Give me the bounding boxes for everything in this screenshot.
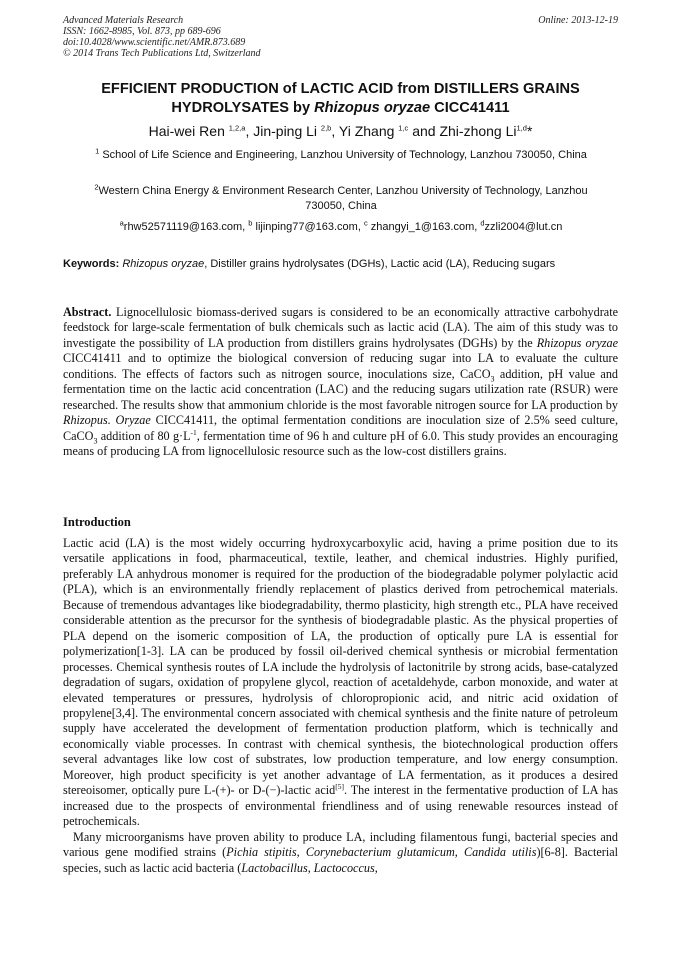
email-sep: ,	[357, 221, 364, 233]
keywords	[63, 257, 618, 271]
author-affil: 1,d	[516, 123, 527, 133]
email-marker: c	[363, 218, 368, 228]
affiliation-number: 1	[95, 146, 100, 156]
paragraph	[63, 536, 618, 830]
online-date: Online: 2013-12-19	[538, 15, 618, 26]
abstract-text: addition, pH value and fermentation time on the lactic acid concentration (LAC) and the reducing sugars utilization rate (RSUR) were researched. The results show that ammonium chloride is the most favorable nitrogen source for LA production by	[63, 366, 619, 412]
paragraph-text: ,	[307, 860, 314, 875]
affiliation-text: School of Life Science and Engineering, Lanzhou University of Technology, Lanzhou 730050, China	[99, 149, 587, 161]
email-link[interactable]: zhangyi_1@163.com	[367, 221, 475, 233]
species-name: Lactococcus	[313, 860, 375, 875]
author-affil: 2,b	[320, 123, 332, 133]
email-sep: ,	[242, 221, 249, 233]
email-marker: b	[248, 218, 253, 228]
email-link[interactable]: lijinping77@163.com	[252, 221, 358, 233]
affiliation-1	[66, 148, 616, 163]
author-sep: ,	[331, 123, 339, 139]
abstract-text: , fermentation time of 96 h and culture pH of 6.0. This study provides an encouraging means of producing LA from lignocellulosic resource such as the low-cost distillers grains.	[63, 428, 618, 459]
title-text: HYDROLYSATES by	[171, 100, 315, 116]
superscript: -1	[190, 427, 197, 437]
title-species: Rhizopus oryzae	[314, 100, 431, 116]
issn-line: ISSN: 1662-8985, Vol. 873, pp 689-696	[63, 26, 221, 37]
email-link[interactable]: zzli2004@lut.cn	[484, 221, 563, 233]
title-line-1: EFFICIENT PRODUCTION of LACTIC ACID from DISTILLERS GRAINS	[101, 81, 580, 97]
author: Hai-wei Ren	[148, 123, 229, 139]
abstract-species: Rhizopus oryzae	[536, 335, 619, 350]
doi-line: doi:10.4028/www.scientific.net/AMR.873.689	[63, 37, 246, 48]
author: Yi Zhang	[338, 123, 399, 139]
paper-title	[63, 80, 618, 118]
abstract-text: CICC41411, the optimal fermentation conditions are inoculation size of 2.5% seed culture, CaCO	[63, 413, 618, 443]
author-list	[63, 122, 618, 140]
paragraph-text: Lactic acid (LA) is the most widely occurring hydroxycarboxylic acid, having a prime position due to its versatile applications in food, pharmaceutical, textile, leather, and chemical industries. Highly purified, preferably LA anhydrous monomer is required for the production of the biodegradable polymer polylactic acid (PLA), which is an environmentally friendly replacement of plastics derived from petrochemical materials. Because of tremendous advantages like biodegradability, thermo plasticity, high strength etc., PLA have received considerable attention as the precursor for the synthesis of biodegradable plastic. As the physical properties of PLA depend on the isomeric composition of LA, the production of optically pure LA is essential for polymerization[1-3]. LA can be produced by fossil oil-derived chemical synthesis or microbial fermentation processes. Chemical synthesis routes of LA include the hydrolysis of lactonitrile by strong acids, base-catalyzed degradation of sugars, oxidation of propylene glycol, reaction of acetaldehyde, carbon monoxide, and water at elevated temperatures or pressures, hydrolysis of chloropropionic acid, and nitric acid oxidation of propylene[3,4]. The environmental concern associated with chemical synthesis and the finite nature of petroleum supply have accelerated the development of fermentation production platform, which is technically and economically viable processes. In contrast with chemical synthesis, the biotechnological production offers several advantages like low cost of substrates, low production temperature, and low energy consumption. Moreover, high product specificity is yet another advantage of LA fermentation, as it produces a desired stereoisomer, optically pure L-(+)- or D-(−)-lactic acid	[63, 536, 618, 798]
title-line-2	[63, 99, 618, 118]
affiliation-number: 2	[94, 182, 99, 192]
keywords-text: , Distiller grains hydrolysates (DGHs), Lactic acid (LA), Reducing sugars	[204, 258, 556, 270]
section-heading-introduction: Introduction	[63, 515, 131, 529]
affiliation-2	[66, 184, 616, 214]
introduction-body	[63, 536, 618, 876]
journal-header	[63, 15, 618, 59]
author-sep: and	[408, 123, 440, 139]
abstract-text: Lignocellulosic biomass-derived sugars is considered to be an economically attractive carbohydrate feedstock for large-scale fermentation of bulk chemicals such as lactic acid (LA). The aim of this study was to investigate the possibility of LA production from distillers grains hydrolysates (DGHs) by the	[63, 305, 618, 350]
abstract-text: CICC41411 and to optimize the biological conversion of reducing sugar into LA to evaluate the culture conditions. The effects of factors such as nitrogen source, inoculations size, CaCO	[63, 351, 618, 381]
author-sep: *	[526, 123, 533, 139]
author-affil: 1,2,a	[228, 123, 246, 133]
paragraph-text: Many microorganisms have proven ability to produce LA, including filamentous fungi, bacterial species and various gene modified strains (	[63, 829, 618, 860]
paragraph-text: )[6-8]. Bacterial species, such as lactic acid bacteria (	[63, 845, 619, 875]
email-list	[66, 220, 616, 235]
author: Jin-ping Li	[253, 123, 321, 139]
copyright-line: © 2014 Trans Tech Publications Ltd, Switzerland	[63, 48, 261, 59]
species-names: Pichia stipitis, Corynebacterium glutamicum, Candida utilis	[226, 845, 537, 860]
citation: [5]	[335, 782, 344, 792]
abstract-text: addition of 80 g·L	[97, 428, 191, 443]
email-sep: ,	[474, 221, 481, 233]
email-marker: a	[119, 218, 124, 228]
paragraph-text: . The interest in the fermentative production of LA has increased due to the prospects of environmental friendliness and of using renewable resources instead of petrochemicals.	[63, 783, 618, 829]
abstract-species: Rhizopus. Oryzae	[63, 413, 151, 428]
subscript: 3	[490, 374, 495, 384]
email-marker: d	[480, 218, 485, 228]
paragraph	[63, 830, 618, 876]
species-name: Lactobacillus	[241, 860, 308, 875]
keyword-species: Rhizopus oryzae	[122, 258, 205, 270]
keywords-label: Keywords:	[63, 258, 120, 270]
paragraph-text: ,	[374, 860, 378, 875]
author-affil: 1,c	[398, 123, 409, 133]
author-sep: ,	[245, 123, 254, 139]
abstract-label: Abstract.	[63, 305, 112, 319]
affiliation-text: Western China Energy & Environment Research Center, Lanzhou University of Technology, Lanzhou 730050, China	[98, 185, 588, 212]
abstract	[63, 305, 618, 460]
email-link[interactable]: rhw52571119@163.com	[123, 221, 243, 233]
subscript: 3	[93, 436, 98, 446]
journal-name: Advanced Materials Research	[63, 15, 184, 26]
author: Zhi-zhong Li	[439, 123, 517, 139]
title-text-end: CICC41411	[430, 100, 510, 116]
